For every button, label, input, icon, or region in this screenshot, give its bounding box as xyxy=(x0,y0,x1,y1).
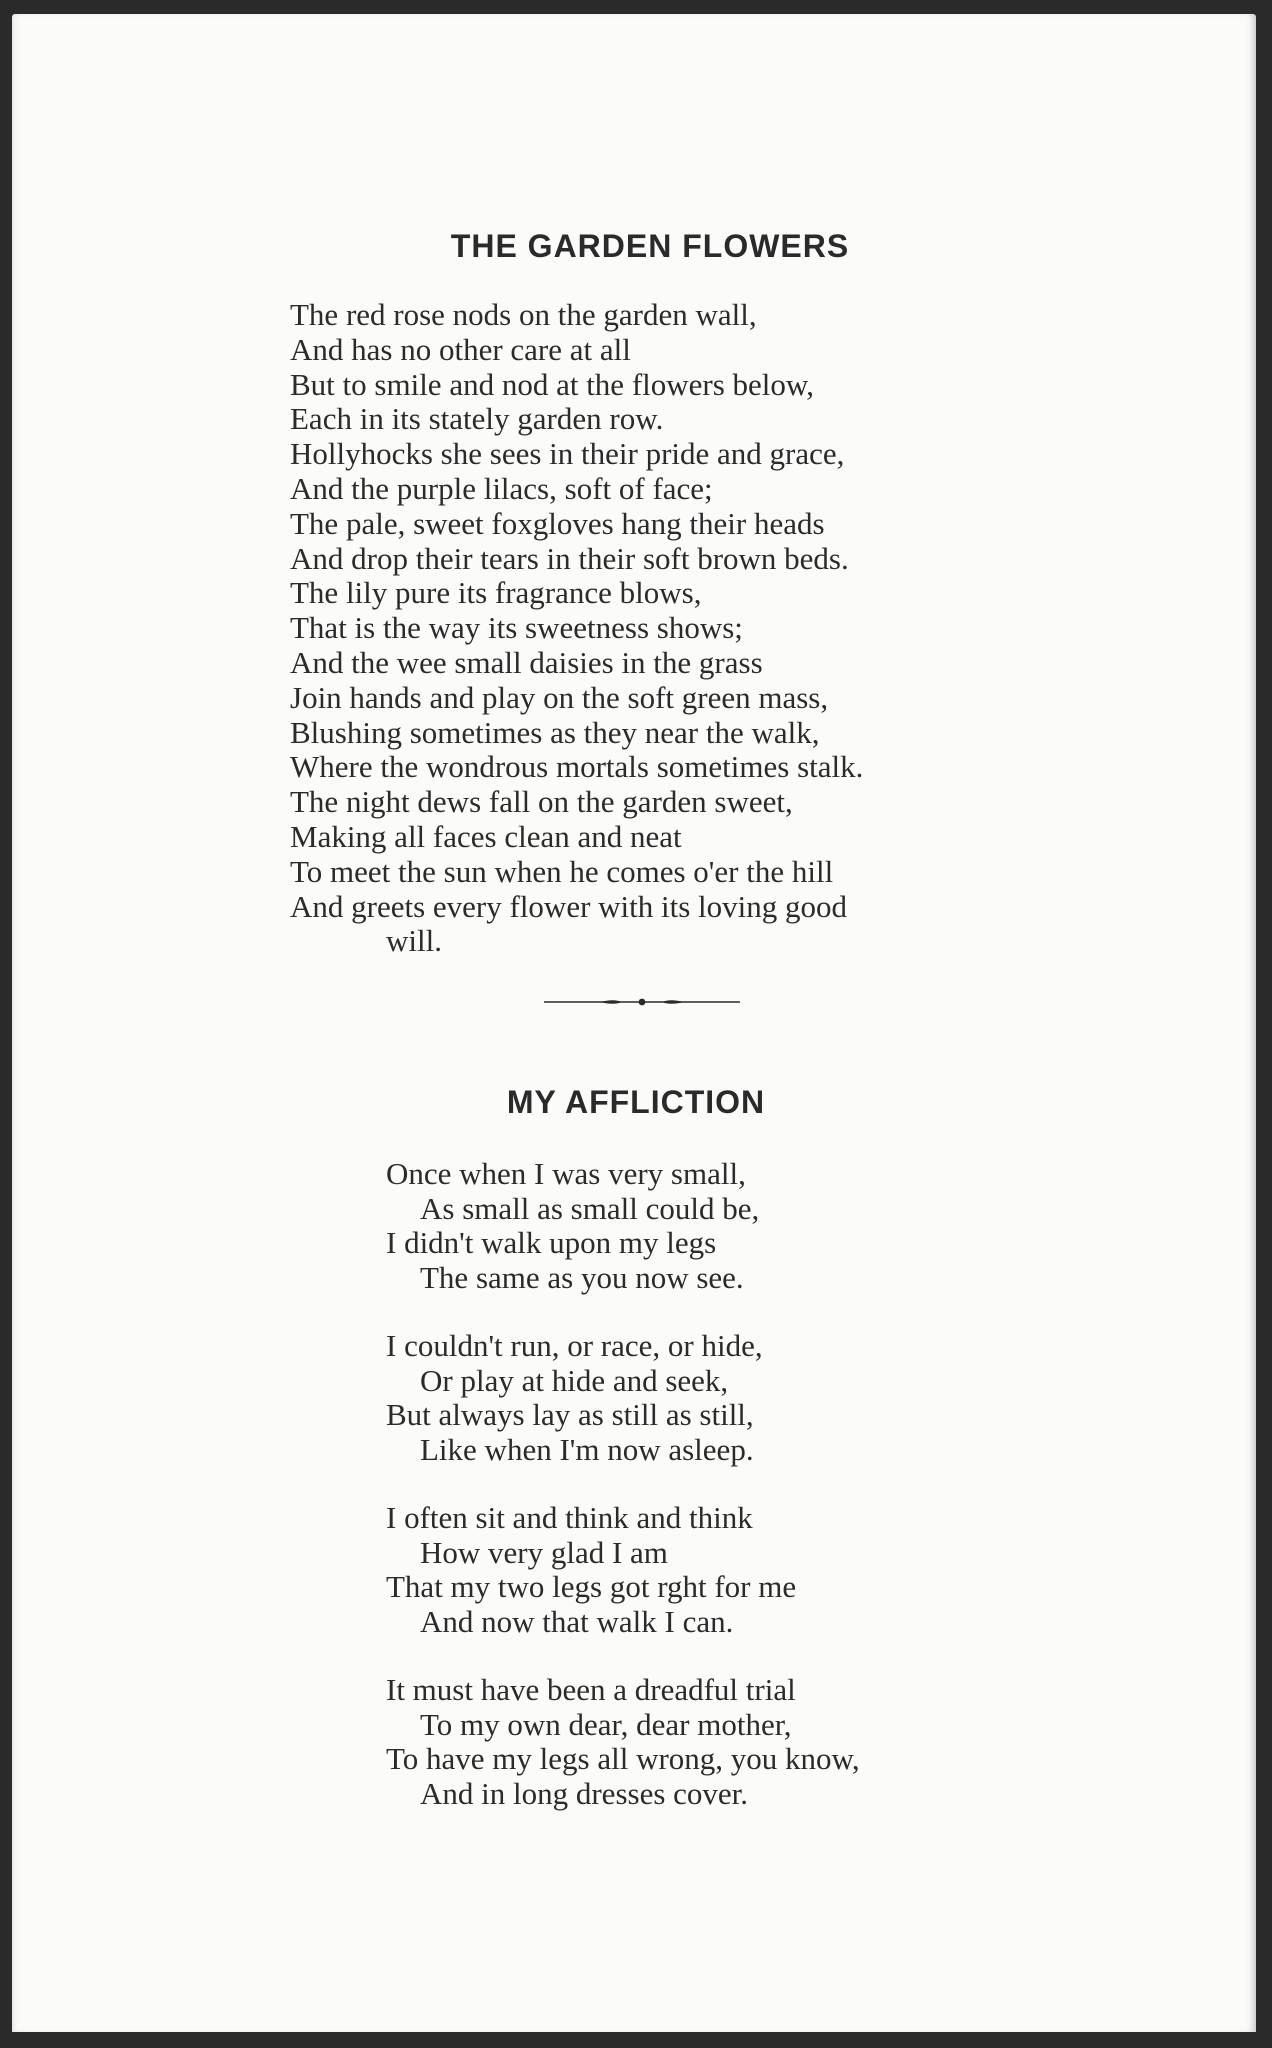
poem-line: And greets every flower with its loving good xyxy=(290,888,848,924)
poem-line: And the wee small daisies in the grass xyxy=(290,644,763,680)
poem-line: How very glad I am xyxy=(420,1534,668,1570)
poem-line: Join hands and play on the soft green mass, xyxy=(290,679,829,715)
stanza xyxy=(386,1501,1066,1639)
stanza xyxy=(386,1673,1066,1811)
poem-line: I couldn't run, or race, or hide, xyxy=(386,1328,763,1363)
poem-line: It must have been a dreadful trial xyxy=(386,1672,796,1707)
poem-line: Blushing sometimes as they near the walk, xyxy=(290,714,820,750)
poem-line: But to smile and nod at the flowers below, xyxy=(290,366,815,402)
stanza xyxy=(386,1329,1066,1467)
poem-line: And the purple lilacs, soft of face; xyxy=(290,470,713,506)
poem-line: Like when I'm now asleep. xyxy=(420,1431,754,1467)
poem-line: Where the wondrous mortals sometimes stalk. xyxy=(290,749,864,785)
poem-garden-flowers xyxy=(290,298,1050,959)
poem-line: To my own dear, dear mother, xyxy=(420,1706,792,1742)
poem-line: That my two legs got rght for me xyxy=(386,1569,797,1604)
poem-line: The red rose nods on the garden wall, xyxy=(290,297,757,332)
poem-line-continuation: will. xyxy=(386,923,442,959)
poem-line: The lily pure its fragrance blows, xyxy=(290,575,702,611)
poem-line: But always lay as still as still, xyxy=(386,1397,754,1432)
poem-title-my-affliction: MY AFFLICTION xyxy=(506,1084,766,1120)
poem-line: To meet the sun when he comes o'er the hill xyxy=(290,853,834,889)
poem-line: As small as small could be, xyxy=(420,1190,760,1226)
poem-line: And has no other care at all xyxy=(290,331,631,367)
poem-line: That is the way its sweetness shows; xyxy=(290,610,743,646)
poem-line: Each in its stately garden row. xyxy=(290,401,664,437)
poem-my-affliction xyxy=(386,1157,1066,1845)
ornamental-divider xyxy=(544,995,740,1009)
poem-line: I didn't walk upon my legs xyxy=(386,1225,717,1260)
poem-line: And in long dresses cover. xyxy=(420,1775,749,1811)
poem-line: Hollyhocks she sees in their pride and grace, xyxy=(290,436,845,472)
poem-line: Or play at hide and seek, xyxy=(420,1362,729,1398)
poem-line: The same as you now see. xyxy=(420,1259,744,1295)
poem-line: To have my legs all wrong, you know, xyxy=(386,1741,860,1776)
poem-line: And drop their tears in their soft brown beds. xyxy=(290,540,849,576)
poem-line: The pale, sweet foxgloves hang their heads xyxy=(290,505,825,541)
stanza xyxy=(386,1157,1066,1295)
poem-line: Making all faces clean and neat xyxy=(290,818,682,854)
poem-line: I often sit and think and think xyxy=(386,1500,753,1535)
poem-line: The night dews fall on the garden sweet, xyxy=(290,784,793,820)
poem-line: Once when I was very small, xyxy=(386,1156,746,1191)
poem-line: And now that walk I can. xyxy=(420,1603,734,1639)
poem-title-garden-flowers: THE GARDEN FLOWERS xyxy=(450,228,850,264)
